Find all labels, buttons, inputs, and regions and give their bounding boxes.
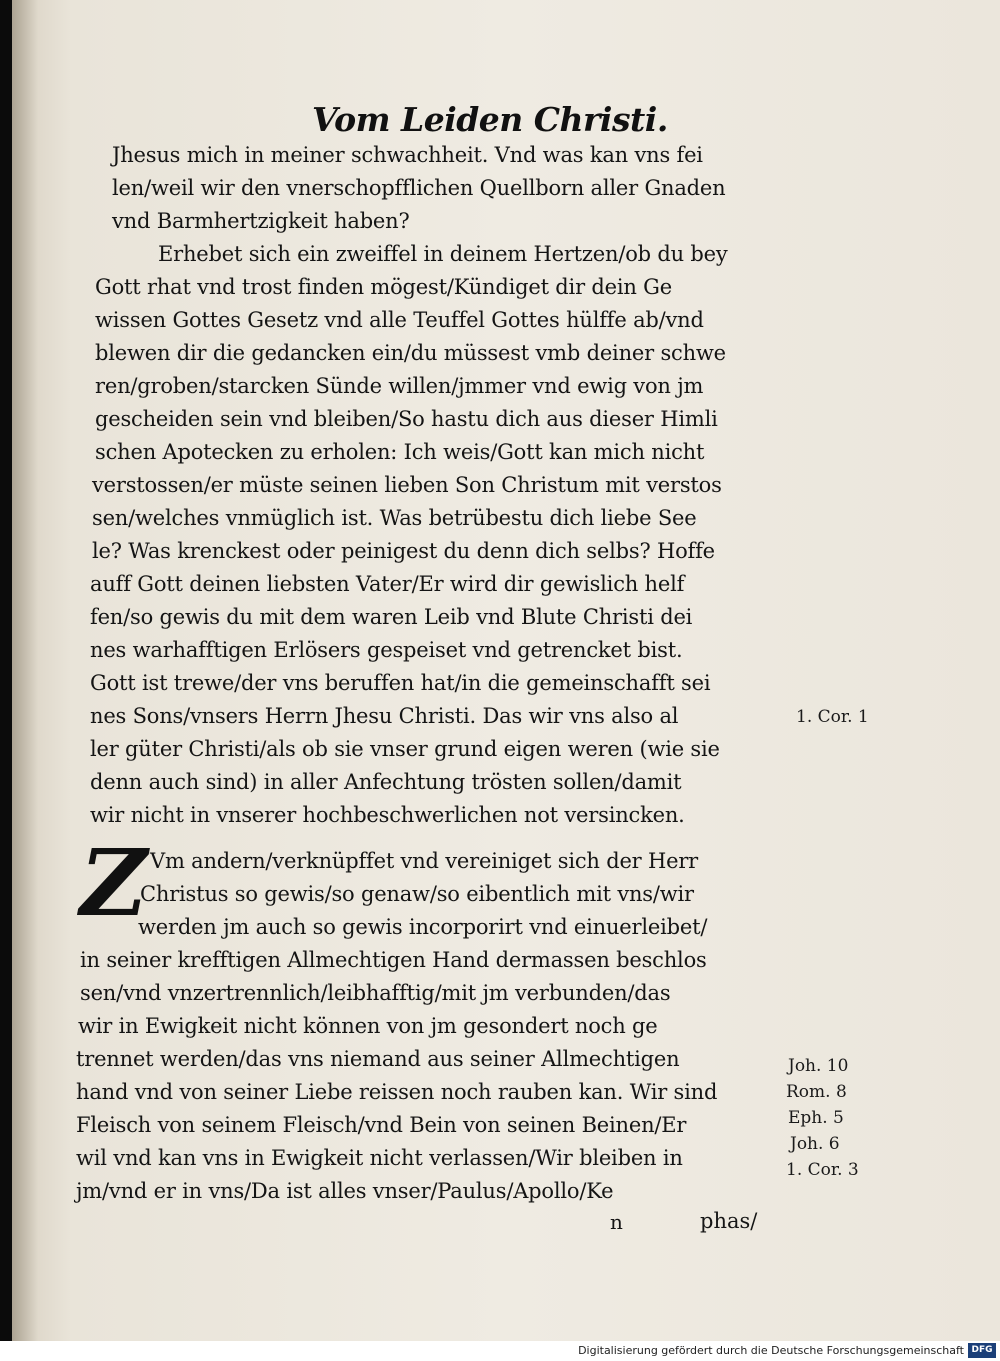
text-line: auff Gott deinen liebsten Vater/Er wird dir gewislich helf <box>90 572 685 596</box>
text-line: nes warhafftigen Erlösers gespeiset vnd getrencket bist. <box>90 638 683 662</box>
dfg-logo: DFG <box>968 1343 996 1358</box>
text-line: Gott rhat vnd trost finden mögest/Kündiget dir dein Ge <box>95 275 672 299</box>
text-line: jm/vnd er in vns/Da ist alles vnser/Paulus/Apollo/Ke <box>76 1179 614 1203</box>
text-line: ren/groben/starcken Sünde willen/jmmer vnd ewig von jm <box>95 374 704 398</box>
text-line: nes Sons/vnsers Herrn Jhesu Christi. Das wir vns also al <box>90 704 679 728</box>
text-line: le? Was krenckest oder peinigest du denn dich selbs? Hoffe <box>92 539 715 563</box>
text-line: in seiner krefftigen Allmechtigen Hand dermassen beschlos <box>80 948 707 972</box>
text-line: hand vnd von seiner Liebe reissen noch rauben kan. Wir sind <box>76 1080 718 1104</box>
margin-note: 1. Cor. 1 <box>796 707 869 727</box>
text-line: wir in Ewigkeit nicht können von jm gesondert noch ge <box>78 1014 658 1038</box>
text-line: gescheiden sein vnd bleiben/So hastu dich aus dieser Himli <box>95 407 718 431</box>
text-line: sen/welches vnmüglich ist. Was betrübestu dich liebe See <box>92 506 697 530</box>
text-line: wil vnd kan vns in Ewigkeit nicht verlassen/Wir bleiben in <box>76 1146 683 1170</box>
margin-note: 1. Cor. 3 <box>786 1160 859 1180</box>
text-line: Fleisch von seinem Fleisch/vnd Bein von seinen Beinen/Er <box>76 1113 687 1137</box>
funding-text: Digitalisierung gefördert durch die Deutsche Forschungsgemeinschaft <box>578 1344 964 1357</box>
margin-note: Rom. 8 <box>786 1082 847 1102</box>
text-line: werden jm auch so gewis incorporirt vnd einuerleibet/ <box>138 915 708 939</box>
margin-note: Joh. 6 <box>790 1134 840 1154</box>
text-line: blewen dir die gedancken ein/du müssest vmb deiner schwe <box>95 341 726 365</box>
text-line: ler güter Christi/als ob sie vnser grund eigen weren (wie sie <box>90 737 720 761</box>
text-line: verstossen/er müste seinen lieben Son Christum mit verstos <box>92 473 722 497</box>
text-line: wir nicht in vnserer hochbeschwerlichen not versincken. <box>90 803 685 827</box>
margin-note: Eph. 5 <box>788 1108 844 1128</box>
text-line: wissen Gottes Gesetz vnd alle Teuffel Gottes hülffe ab/vnd <box>95 308 704 332</box>
signature-mark: n <box>610 1210 623 1234</box>
text-line: vnd Barmhertzigkeit haben? <box>112 209 410 233</box>
text-line: Vm andern/verknüpffet vnd vereiniget sich der Herr <box>150 849 699 873</box>
text-line: trennet werden/das vns niemand aus seiner Allmechtigen <box>76 1047 680 1071</box>
text-line: Jhesus mich in meiner schwachheit. Vnd was kan vns fei <box>112 143 703 167</box>
running-title: Vom Leiden Christi. <box>312 100 668 139</box>
drop-cap: Z <box>80 829 148 937</box>
text-line: len/weil wir den vnerschopfflichen Quellborn aller Gnaden <box>112 176 726 200</box>
catchword: phas/ <box>700 1209 758 1233</box>
margin-note: Joh. 10 <box>788 1056 849 1076</box>
text-line: fen/so gewis du mit dem waren Leib vnd Blute Christi dei <box>90 605 693 629</box>
text-line: schen Apotecken zu erholen: Ich weis/Gott kan mich nicht <box>95 440 705 464</box>
text-line: Christus so gewis/so genaw/so eibentlich mit vns/wir <box>140 882 694 906</box>
text-line: sen/vnd vnzertrennlich/leibhafftig/mit jm verbunden/das <box>80 981 671 1005</box>
text-line: denn auch sind) in aller Anfechtung trösten sollen/damit <box>90 770 682 794</box>
funding-footer <box>0 1341 1000 1361</box>
text-line: Gott ist trewe/der vns beruffen hat/in die gemeinschafft sei <box>90 671 711 695</box>
text-line: Erhebet sich ein zweiffel in deinem Hertzen/ob du bey <box>158 242 728 266</box>
